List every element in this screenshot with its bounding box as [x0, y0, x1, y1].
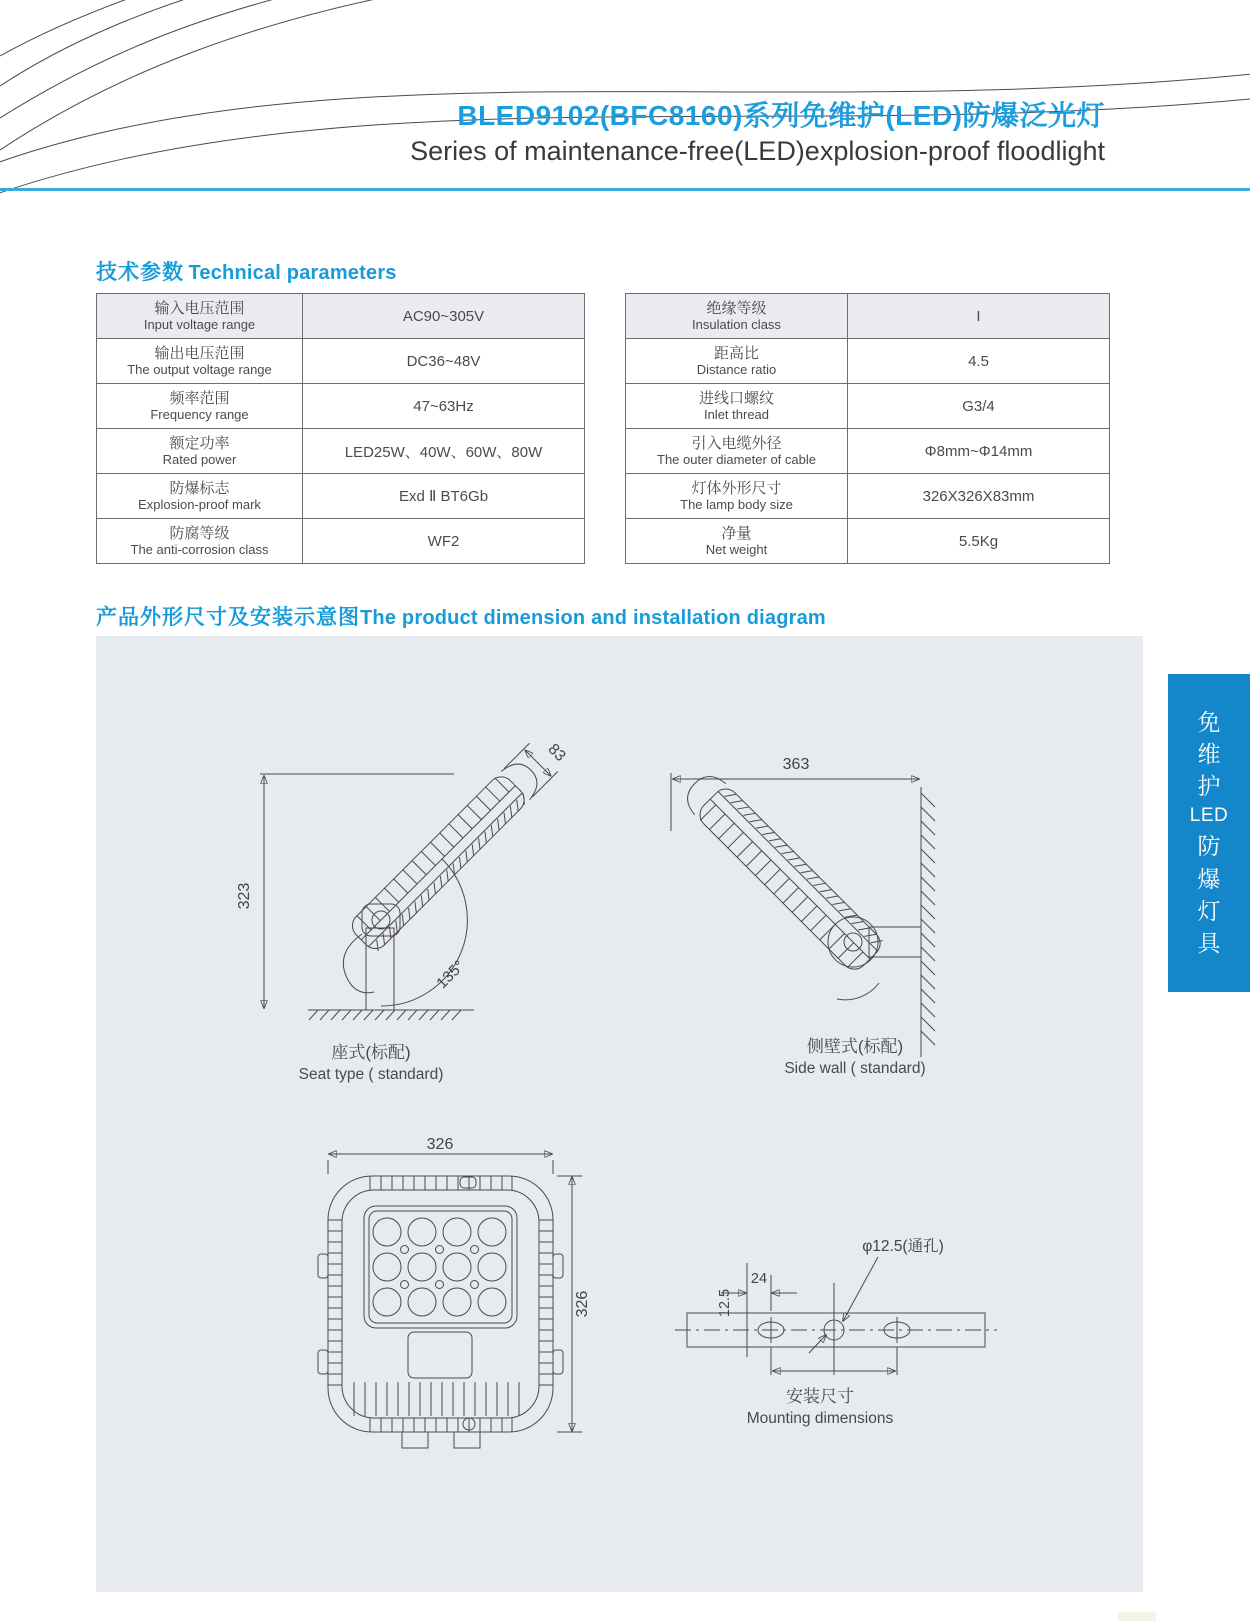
section-title-technical-zh: 技术参数 — [96, 261, 184, 284]
header-title-zh: BLED9102(BFC8160)系列免维护(LED)防爆泛光灯 — [457, 100, 1105, 131]
side-wall-drawing — [641, 731, 981, 1061]
dim-label-326-right: 326 — [574, 1290, 591, 1318]
section-title-technical-en: Technical parameters — [188, 262, 397, 284]
hole-diameter-label: φ12.5(通孔) — [862, 1238, 944, 1255]
section-title-dimensions-en: The product dimension and installation diagram — [360, 607, 826, 629]
angle-label-135: 135° — [433, 957, 469, 993]
diagram-panel — [96, 636, 1143, 1592]
section-title-dimensions-zh: 产品外形尺寸及安装示意图 — [96, 606, 360, 629]
front-view-drawing — [306, 1136, 606, 1481]
table-row: 进线口螺纹 Inlet thread G3/4 — [626, 384, 1109, 429]
dim-label-363: 363 — [782, 756, 810, 773]
table-row: 防腐等级 The anti-corrosion class WF2 — [97, 519, 584, 563]
dim-label-83: 83 — [544, 740, 569, 765]
table-row: 额定功率 Rated power LED25W、40W、60W、80W — [97, 429, 584, 474]
seat-type-drawing — [216, 728, 569, 1063]
table-row: 灯体外形尺寸 The lamp body size 326X326X83mm — [626, 474, 1109, 519]
side-category-tab: 免 维 护 LED 防 爆 灯 具 — [1168, 674, 1250, 992]
header-title-en: Series of maintenance-free(LED)explosion-proof floodlight — [410, 136, 1105, 166]
dim-label-12-5: 12.5 — [717, 1288, 733, 1318]
table-row: 引入电缆外径 The outer diameter of cable Φ8mm~Φ14mm — [626, 429, 1109, 474]
mounting-caption: 安装尺寸 Mounting dimensions — [746, 1387, 894, 1427]
dim-label-24: 24 — [750, 1271, 768, 1287]
parameters-table-right — [625, 293, 1110, 564]
dim-label-323: 323 — [236, 882, 253, 910]
section-title-dimensions — [96, 601, 826, 631]
table-row: 防爆标志 Explosion-proof mark Exd Ⅱ BT6Gb — [97, 474, 584, 519]
parameters-table-left — [96, 293, 585, 564]
side-wall-caption: 侧壁式(标配) Side wall ( standard) — [784, 1037, 926, 1077]
seat-type-caption: 座式(标配) Seat type ( standard) — [298, 1043, 444, 1083]
table-row: 输入电压范围 Input voltage range AC90~305V — [97, 294, 584, 339]
table-row: 输出电压范围 The output voltage range DC36~48V — [97, 339, 584, 384]
table-row: 频率范围 Frequency range 47~63Hz — [97, 384, 584, 429]
page-header — [410, 98, 1105, 169]
footer-mark — [1118, 1612, 1156, 1621]
section-title-technical — [96, 256, 397, 286]
table-row: 绝缘等级 Insulation class I — [626, 294, 1109, 339]
table-row: 净量 Net weight 5.5Kg — [626, 519, 1109, 563]
header-divider-line — [0, 188, 1250, 191]
mounting-drawing — [671, 1225, 1001, 1385]
dim-label-326-top: 326 — [426, 1136, 454, 1153]
table-row: 距高比 Distance ratio 4.5 — [626, 339, 1109, 384]
